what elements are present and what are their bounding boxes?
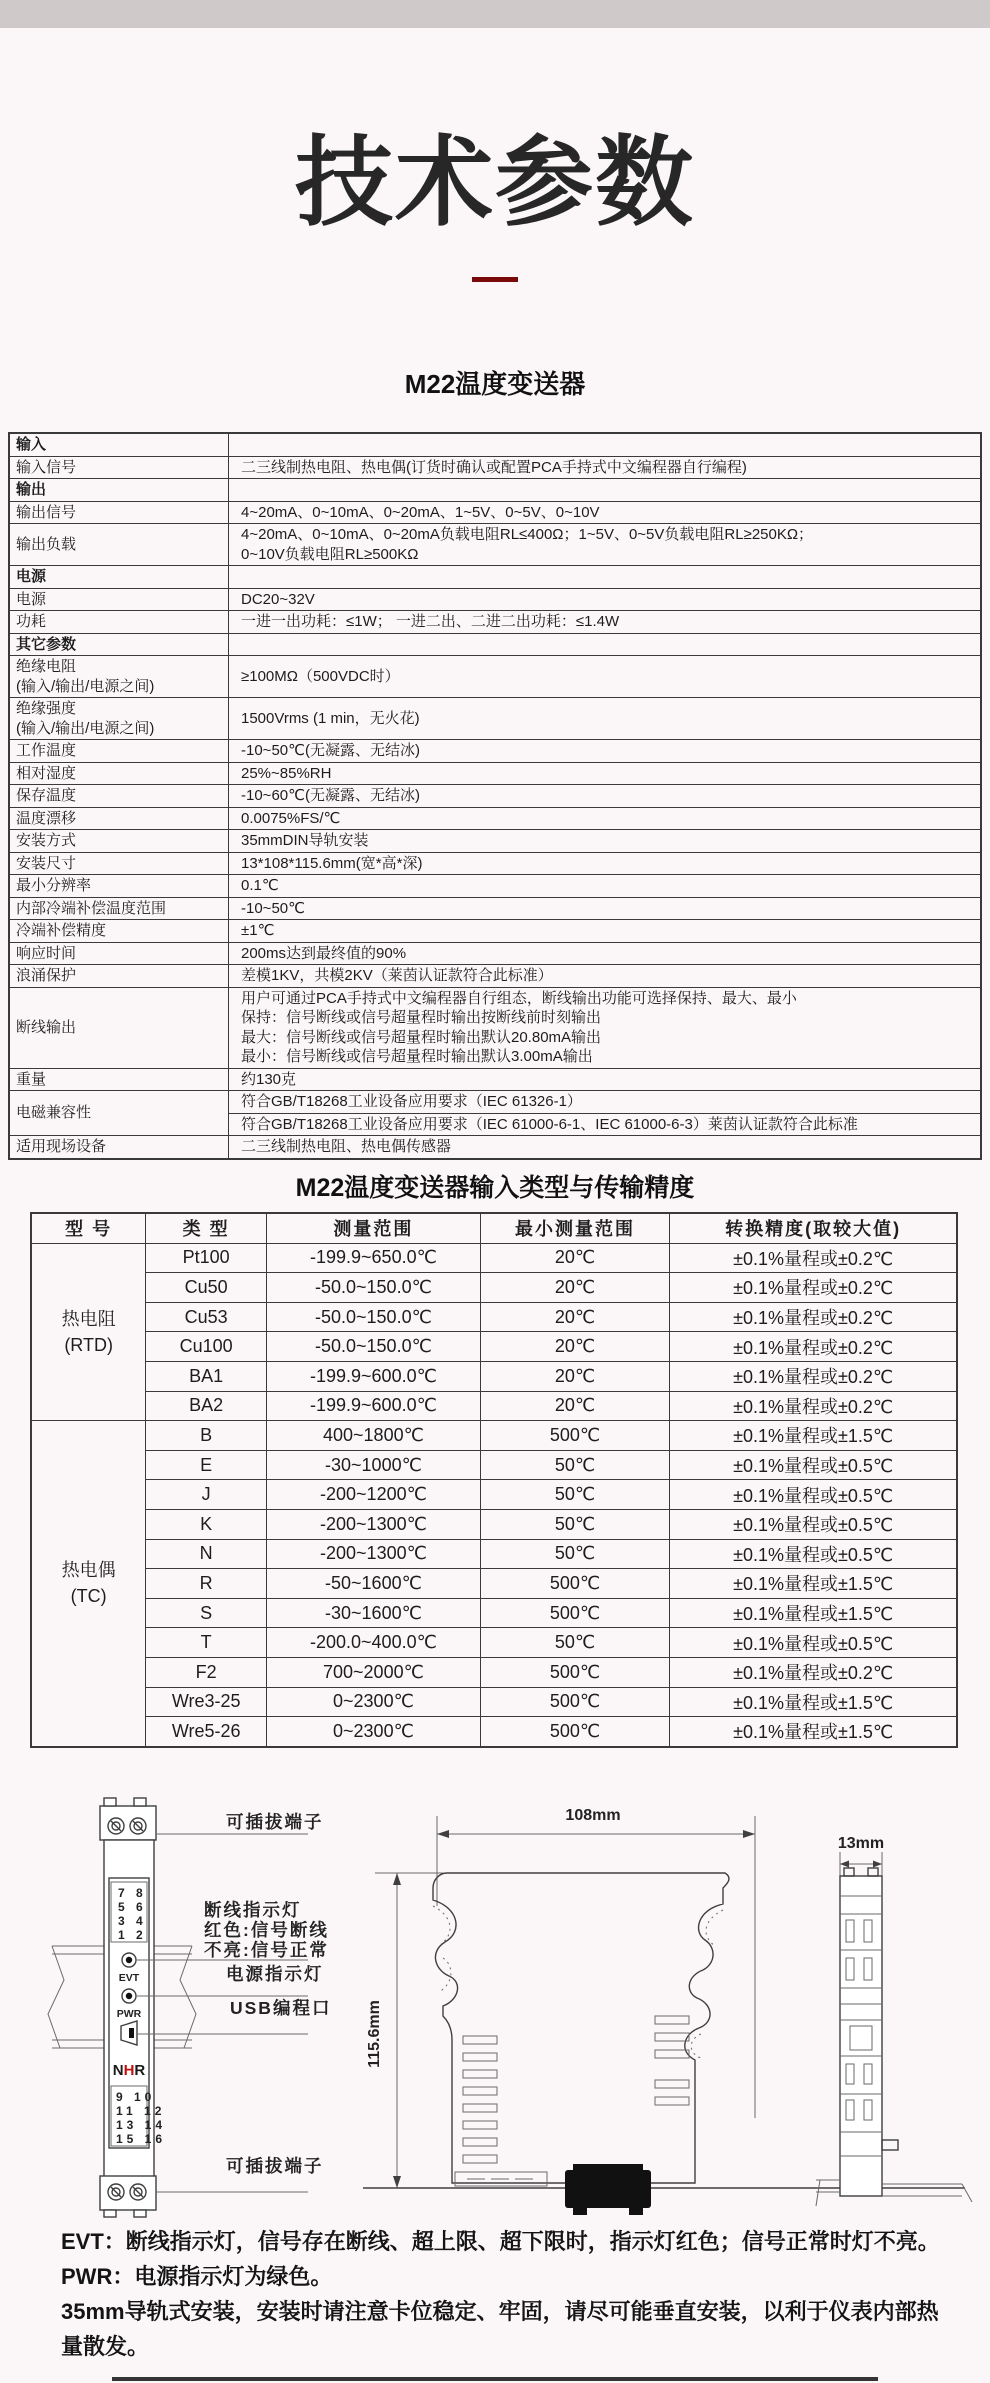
type-cell: ±0.1%量程或±0.2℃ (670, 1332, 957, 1362)
spec-label: 保存温度 (9, 785, 229, 808)
type-col-header: 转换精度(取较大值) (670, 1213, 957, 1243)
spec-label: 其它参数 (9, 633, 229, 656)
type-row (31, 1717, 957, 1747)
spec-value: 1500Vrms (1 min，无火花) (229, 698, 982, 740)
spec-label: 温度漂移 (9, 807, 229, 830)
spec-label: 电源 (9, 566, 229, 589)
spec-label: 断线输出 (9, 987, 229, 1068)
spec-row (9, 588, 981, 611)
spec-label: 输入 (9, 433, 229, 456)
evt-led-label: EVT (118, 1972, 140, 1984)
spec-label: 绝缘电阻 (输入/输出/电源之间) (9, 656, 229, 698)
top-terminal-block (100, 1798, 156, 1840)
spec-row (9, 1136, 981, 1159)
width-dimension (437, 1807, 755, 2118)
type-cell: ±0.1%量程或±0.2℃ (670, 1243, 957, 1273)
type-cell: 700~2000℃ (267, 1657, 481, 1687)
terminal-numbers-bottom (111, 2086, 166, 2146)
spec-label: 冷端补偿精度 (9, 920, 229, 943)
type-col-header: 最小测量范围 (480, 1213, 670, 1243)
spec-value: 0.1℃ (229, 875, 982, 898)
type-cell: ±0.1%量程或±0.2℃ (670, 1657, 957, 1687)
front-view-drawing (8, 1788, 340, 2226)
type-cell: Wre5-26 (146, 1717, 267, 1747)
type-row (31, 1421, 957, 1451)
type-cell: R (146, 1569, 267, 1599)
terminal-row: 11 12 (116, 2104, 166, 2118)
type-cell: 20℃ (480, 1391, 670, 1421)
type-cell: S (146, 1598, 267, 1628)
callout-evt-3: 不亮:信号正常 (204, 1940, 329, 1960)
spec-row (9, 656, 981, 698)
spec-table (8, 432, 982, 1160)
type-table-title: M22温度变送器输入类型与传输精度 (295, 1174, 695, 1202)
spec-label: 输入信号 (9, 456, 229, 479)
type-cell: -200~1200℃ (267, 1480, 481, 1510)
spec-value: DC20~32V (229, 588, 982, 611)
diagram-section (0, 1788, 990, 2226)
type-cell: ±0.1%量程或±0.5℃ (670, 1480, 957, 1510)
spec-label: 输出负载 (9, 524, 229, 566)
terminal-row: 13 14 (116, 2118, 167, 2132)
spec-row (9, 566, 981, 589)
callout-bottom-terminal: 可插拔端子 (226, 2156, 324, 2176)
spec-value: 二三线制热电阻、热电偶(订货时确认或配置PCA手持式中文编程器自行编程) (229, 456, 982, 479)
spec-row (9, 830, 981, 853)
spec-label: 浪涌保护 (9, 965, 229, 988)
spec-label: 重量 (9, 1068, 229, 1091)
type-row (31, 1628, 957, 1658)
callout-pwr: 电源指示灯 (226, 1964, 324, 1984)
spec-value: 35mmDIN导轨安装 (229, 830, 982, 853)
spec-value: 二三线制热电阻、热电偶传感器 (229, 1136, 982, 1159)
type-cell: -50.0~150.0℃ (267, 1302, 481, 1332)
type-cell: BA1 (146, 1361, 267, 1391)
type-cell: Cu50 (146, 1273, 267, 1303)
type-row (31, 1361, 957, 1391)
type-cell: 50℃ (480, 1450, 670, 1480)
product-subtitle: M22温度变送器 (404, 369, 586, 399)
spec-value: 13*108*115.6mm(宽*高*深) (229, 852, 982, 875)
type-cell: K (146, 1509, 267, 1539)
callout-evt-2: 红色:信号断线 (204, 1920, 329, 1940)
spec-row (9, 433, 981, 456)
type-row (31, 1302, 957, 1332)
type-cell: -50.0~150.0℃ (267, 1332, 481, 1362)
spec-label: 工作温度 (9, 740, 229, 763)
type-cell: 500℃ (480, 1598, 670, 1628)
type-cell: ±0.1%量程或±0.2℃ (670, 1361, 957, 1391)
spec-value: 0.0075%FS/℃ (229, 807, 982, 830)
spec-row (9, 740, 981, 763)
type-cell: 50℃ (480, 1509, 670, 1539)
brand-logo: NHR (112, 2062, 146, 2079)
spec-value: -10~50℃ (229, 897, 982, 920)
type-cell: J (146, 1480, 267, 1510)
terminal-row: 3 4 (118, 1914, 147, 1928)
spec-value: ≥100MΩ（500VDC时） (229, 656, 982, 698)
edge-view-drawing (812, 1788, 982, 2226)
type-cell: -199.9~600.0℃ (267, 1361, 481, 1391)
spec-label: 安装方式 (9, 830, 229, 853)
type-col-header: 型 号 (31, 1213, 146, 1243)
spec-row (9, 1091, 981, 1136)
spec-row (9, 920, 981, 943)
type-cell: 50℃ (480, 1480, 670, 1510)
height-dim-label: 115.6mm (366, 2000, 383, 2068)
title-underline-dash (472, 277, 518, 282)
spec-row (9, 456, 981, 479)
type-cell: -30~1000℃ (267, 1450, 481, 1480)
type-cell: 20℃ (480, 1273, 670, 1303)
spec-value: -10~50℃(无凝露、无结冰) (229, 740, 982, 763)
type-cell: 20℃ (480, 1361, 670, 1391)
spec-label: 电源 (9, 588, 229, 611)
type-row (31, 1391, 957, 1421)
type-cell: ±0.1%量程或±0.5℃ (670, 1450, 957, 1480)
type-row (31, 1598, 957, 1628)
type-cell: ±0.1%量程或±1.5℃ (670, 1717, 957, 1747)
type-cell: ±0.1%量程或±1.5℃ (670, 1421, 957, 1451)
type-cell: F2 (146, 1657, 267, 1687)
type-cell: Cu100 (146, 1332, 267, 1362)
type-row (31, 1273, 957, 1303)
type-row (31, 1480, 957, 1510)
spec-value (229, 479, 982, 502)
type-cell: ±0.1%量程或±0.5℃ (670, 1539, 957, 1569)
spec-value: 25%~85%RH (229, 762, 982, 785)
type-cell: BA2 (146, 1391, 267, 1421)
terminal-row: 7 8 (118, 1886, 147, 1900)
type-cell: 20℃ (480, 1302, 670, 1332)
spec-row (9, 762, 981, 785)
type-cell: -200.0~400.0℃ (267, 1628, 481, 1658)
type-cell: 50℃ (480, 1539, 670, 1569)
bottom-divider (112, 2377, 878, 2381)
type-row (31, 1332, 957, 1362)
usb-connector (565, 2164, 651, 2215)
type-table-header-row (31, 1213, 957, 1243)
callout-top-terminal: 可插拔端子 (226, 1812, 324, 1832)
footer-notes (61, 2224, 953, 2364)
type-cell: -200~1300℃ (267, 1539, 481, 1569)
spec-label: 输出信号 (9, 501, 229, 524)
pwr-led-label: PWR (116, 2008, 142, 2020)
type-cell: Pt100 (146, 1243, 267, 1273)
din-latch (455, 2172, 547, 2186)
edge-body (840, 1868, 898, 2196)
spec-label: 输出 (9, 479, 229, 502)
spec-row (9, 987, 981, 1068)
type-cell: 50℃ (480, 1628, 670, 1658)
type-cell: 0~2300℃ (267, 1717, 481, 1747)
spec-label: 安装尺寸 (9, 852, 229, 875)
footer-line-pwr: PWR：电源指示灯为绿色。 (61, 2264, 333, 2289)
spec-value (229, 633, 982, 656)
spec-row (9, 897, 981, 920)
type-cell: -50~1600℃ (267, 1569, 481, 1599)
spec-value: 用户可通过PCA手持式中文编程器自行组态，断线输出功能可选择保持、最大、最小 保持：信号断线或信号超量程时输出按断线前时刻输出 最大：信号断线或信号超量程时输出默认20.80mA输出 最小：信号断线或信号超量程时输出默认3.00mA输出 (229, 987, 982, 1068)
type-cell: -200~1300℃ (267, 1509, 481, 1539)
spec-value: 4~20mA、0~10mA、0~20mA、1~5V、0~5V、0~10V (229, 501, 982, 524)
type-col-header: 测量范围 (267, 1213, 481, 1243)
type-cell: Wre3-25 (146, 1687, 267, 1717)
terminal-row: 5 6 (118, 1900, 147, 1914)
type-cell: ±0.1%量程或±1.5℃ (670, 1598, 957, 1628)
type-row (31, 1569, 957, 1599)
type-group-label: 热电偶 (TC) (31, 1421, 146, 1747)
spec-label: 适用现场设备 (9, 1136, 229, 1159)
footer-line-mounting: 35mm导轨式安装，安装时请注意卡位稳定、牢固，请尽可能垂直安装，以利于仪表内部热量散发。 (61, 2299, 939, 2359)
type-row (31, 1539, 957, 1569)
spec-label: 电磁兼容性 (9, 1091, 229, 1136)
spec-row (9, 875, 981, 898)
type-cell: -199.9~650.0℃ (267, 1243, 481, 1273)
side-body-outline (433, 1873, 729, 2183)
type-cell: N (146, 1539, 267, 1569)
bottom-terminal-block (100, 2176, 156, 2217)
spec-row (9, 524, 981, 566)
type-cell: 500℃ (480, 1421, 670, 1451)
spec-value: 约130克 (229, 1068, 982, 1091)
spec-value: 符合GB/T18268工业设备应用要求（IEC 61326-1） 符合GB/T18268工业设备应用要求（IEC 61000-6-1、IEC 61000-6-3）莱茵认证款符合此标准 (229, 1091, 982, 1136)
callout-usb: USB编程口 (230, 1998, 332, 2018)
depth-dimension (838, 1835, 884, 1878)
type-table (30, 1212, 958, 1748)
width-dim-label: 108mm (565, 1807, 621, 1824)
terminal-row: 9 10 (116, 2090, 156, 2104)
type-group-label: 热电阻 (RTD) (31, 1243, 146, 1421)
spec-label: 功耗 (9, 611, 229, 634)
type-cell: ±0.1%量程或±1.5℃ (670, 1569, 957, 1599)
type-cell: 500℃ (480, 1717, 670, 1747)
type-cell: 0~2300℃ (267, 1687, 481, 1717)
type-cell: 500℃ (480, 1657, 670, 1687)
type-cell: ±0.1%量程或±0.2℃ (670, 1273, 957, 1303)
spec-label: 绝缘强度 (输入/输出/电源之间) (9, 698, 229, 740)
spec-value (229, 433, 982, 456)
spec-row (9, 807, 981, 830)
spec-value (229, 566, 982, 589)
callout-evt-1: 断线指示灯 (204, 1900, 302, 1920)
spec-value: 200ms达到最终值的90% (229, 942, 982, 965)
type-cell: E (146, 1450, 267, 1480)
footer-line-evt: EVT：断线指示灯，信号存在断线、超上限、超下限时，指示灯红色；信号正常时灯不亮。 (61, 2229, 940, 2254)
spec-value: 差模1KV，共模2KV（莱茵认证款符合此标准） (229, 965, 982, 988)
page-title: 技术参数 (294, 127, 695, 237)
spec-row (9, 785, 981, 808)
type-cell: 500℃ (480, 1569, 670, 1599)
depth-dim-label: 13mm (837, 1835, 885, 1852)
spec-row (9, 1068, 981, 1091)
spec-row (9, 633, 981, 656)
type-cell: Cu53 (146, 1302, 267, 1332)
type-cell: 20℃ (480, 1243, 670, 1273)
type-cell: B (146, 1421, 267, 1451)
type-cell: -199.9~600.0℃ (267, 1391, 481, 1421)
type-row (31, 1657, 957, 1687)
spec-row (9, 501, 981, 524)
type-cell: ±0.1%量程或±0.5℃ (670, 1628, 957, 1658)
spec-row (9, 965, 981, 988)
spec-row (9, 852, 981, 875)
spec-value: -10~60℃(无凝露、无结冰) (229, 785, 982, 808)
type-cell: 500℃ (480, 1687, 670, 1717)
spec-value: 一进一出功耗：≤1W； 一进二出、二进二出功耗：≤1.4W (229, 611, 982, 634)
type-cell: 20℃ (480, 1332, 670, 1362)
terminal-row: 15 16 (116, 2132, 167, 2146)
type-cell: T (146, 1628, 267, 1658)
type-row (31, 1243, 957, 1273)
type-cell: ±0.1%量程或±1.5℃ (670, 1687, 957, 1717)
spec-row (9, 698, 981, 740)
height-dimension (365, 1873, 447, 2188)
type-row (31, 1450, 957, 1480)
terminal-row: 1 2 (118, 1928, 147, 1942)
spec-label: 响应时间 (9, 942, 229, 965)
type-cell: ±0.1%量程或±0.2℃ (670, 1391, 957, 1421)
spec-row (9, 611, 981, 634)
type-cell: -50.0~150.0℃ (267, 1273, 481, 1303)
spec-row (9, 479, 981, 502)
spec-row (9, 942, 981, 965)
type-cell: ±0.1%量程或±0.5℃ (670, 1509, 957, 1539)
spec-value: 4~20mA、0~10mA、0~20mA负载电阻RL≤400Ω；1~5V、0~5V负载电阻RL≥250KΩ； 0~10V负载电阻RL≥500KΩ (229, 524, 982, 566)
spec-label: 最小分辨率 (9, 875, 229, 898)
type-cell: -30~1600℃ (267, 1598, 481, 1628)
type-row (31, 1509, 957, 1539)
spec-label: 相对湿度 (9, 762, 229, 785)
type-cell: ±0.1%量程或±0.2℃ (670, 1302, 957, 1332)
type-cell: 400~1800℃ (267, 1421, 481, 1451)
type-row (31, 1687, 957, 1717)
spec-value: ±1℃ (229, 920, 982, 943)
spec-label: 内部冷端补偿温度范围 (9, 897, 229, 920)
top-strip (0, 0, 990, 28)
type-col-header: 类 型 (146, 1213, 267, 1243)
